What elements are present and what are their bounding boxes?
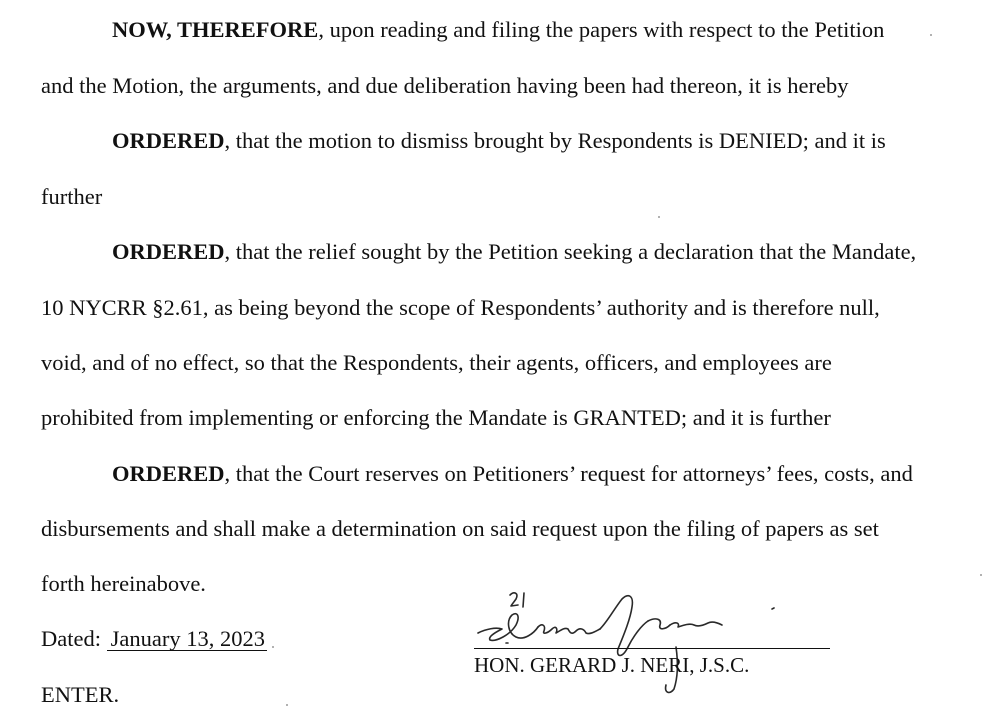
signature-line — [474, 648, 830, 649]
paragraph-2-text-1: , that the motion to dismiss brought by Respondents is DENIED; and it is — [224, 128, 886, 153]
scan-speck — [658, 216, 660, 218]
ordered-keyword-1: ORDERED — [112, 128, 225, 153]
paragraph-4-text-1: , that the Court reserves on Petitioners’ request for attorneys’ fees, costs, and — [224, 461, 913, 486]
paragraph-4-line-1 — [112, 461, 913, 487]
dated-value: January 13, 2023 — [107, 628, 267, 651]
paragraph-2-line-1 — [112, 128, 886, 154]
paragraph-3-line-2: 10 NYCRR §2.61, as being beyond the scope of Respondents’ authority and is therefore null, — [41, 295, 880, 320]
paragraph-1-line-2: and the Motion, the arguments, and due deliberation having been had thereon, it is hereby — [41, 73, 849, 98]
paragraph-4-line-2: disbursements and shall make a determination on said request upon the filing of papers as set — [41, 516, 879, 541]
now-therefore-keyword: NOW, THEREFORE — [112, 17, 319, 42]
dated-line — [41, 626, 267, 652]
scan-speck — [980, 574, 982, 576]
paragraph-1-text-1: , upon reading and filing the papers with respect to the Petition — [318, 17, 885, 42]
scan-speck — [272, 646, 274, 648]
signature-block — [472, 585, 837, 697]
paragraph-2-line-2: further — [41, 184, 103, 209]
paragraph-3-text-1: , that the relief sought by the Petition seeking a declaration that the Mandate, — [224, 239, 917, 264]
judge-name: HON. GERARD J. NERI, J.S.C. — [474, 653, 750, 677]
paragraph-3-line-4: prohibited from implementing or enforcing the Mandate is GRANTED; and it is further — [41, 405, 831, 430]
scan-speck — [286, 704, 288, 706]
scan-speck — [930, 34, 932, 36]
paragraph-3-line-3: void, and of no effect, so that the Respondents, their agents, officers, and employees are — [41, 350, 832, 375]
paragraph-4-line-3: forth hereinabove. — [41, 571, 206, 596]
paragraph-3-line-1 — [112, 239, 916, 265]
ordered-keyword-2: ORDERED — [112, 239, 225, 264]
enter-label: ENTER. — [41, 682, 120, 707]
ordered-keyword-3: ORDERED — [112, 461, 225, 486]
paragraph-1-line-1 — [112, 17, 884, 43]
handwritten-signature — [472, 585, 837, 697]
dated-label: Dated: — [41, 626, 101, 651]
